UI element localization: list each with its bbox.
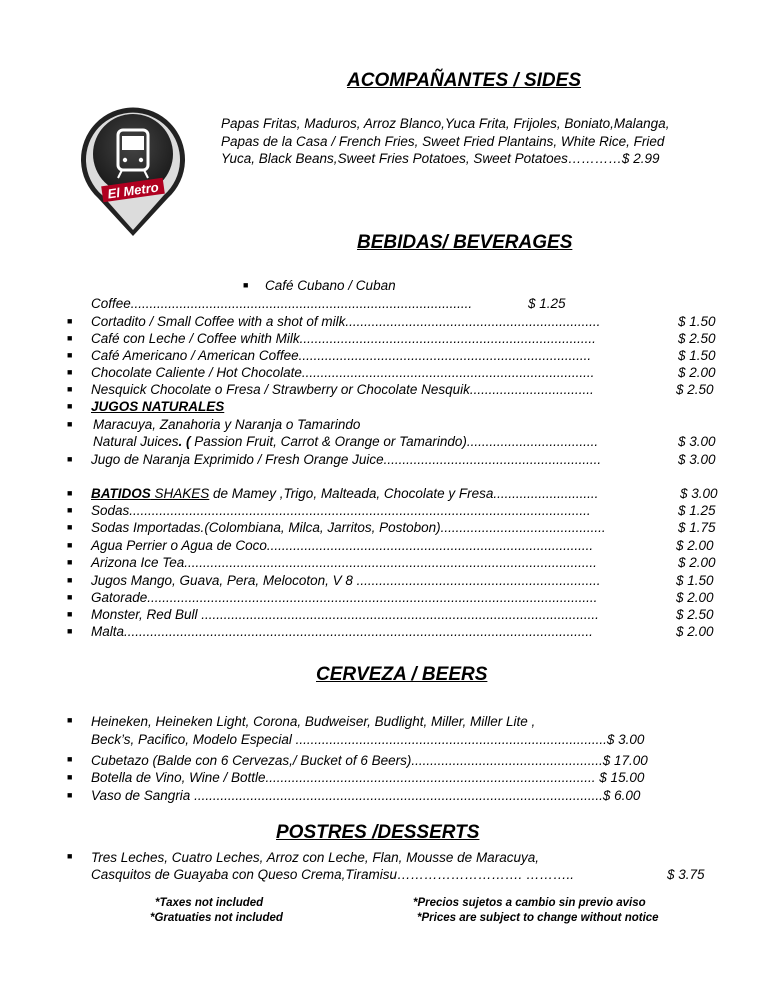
bullet: ■ [67, 592, 73, 602]
sangria-line: Vaso de Sangria .............................................................................................................$ 6.00 [91, 788, 641, 803]
menu-item: Gatorade........................................................................................................................ [91, 590, 598, 605]
beers-line-1: Heineken, Heineken Light, Corona, Budweiser, Budlight, Miller, Miller Lite , [91, 714, 536, 729]
bullet: ■ [67, 626, 73, 636]
logo-text: El Metro [106, 179, 160, 202]
menu-item-price: $ 3.00 [678, 452, 716, 467]
menu-item: Jugo de Naranja Exprimido / Fresh Orange Juice.......................................................... [91, 452, 602, 467]
bullet: ■ [67, 557, 73, 567]
desserts-heading: POSTRES /DESSERTS [276, 822, 480, 843]
desserts-line-1: Tres Leches, Cuatro Leches, Arroz con Leche, Flan, Mousse de Maracuya, [91, 850, 539, 865]
jugos-line-1: Maracuya, Zanahoria y Naranja o Tamarindo [93, 417, 361, 432]
taxes-note: *Taxes not included [155, 897, 264, 909]
batidos-line: BATIDOS SHAKES de Mamey ,Trigo, Malteada, Chocolate y Fresa............................ [91, 486, 599, 501]
menu-item-price: $ 2.50 [676, 382, 714, 397]
menu-item-price: $ 2.00 [678, 555, 716, 570]
bullet: ■ [67, 540, 73, 550]
cubetazo-line: Cubetazo (Balde con 6 Cervezas,/ Bucket of 6 Beers)...................................................$ 17.00 [91, 753, 648, 768]
desserts-line-2: Casquitos de Guayaba con Queso Crema,Tiramisu………………………. ……….. [91, 867, 575, 882]
bullet: ■ [67, 384, 73, 394]
bullet: ■ [67, 454, 73, 464]
jugos-price: $ 3.00 [678, 434, 716, 449]
jugos-line-2: Natural Juices. ( Passion Fruit, Carrot & Orange or Tamarindo)................................... [93, 434, 599, 449]
metro-pin-icon [78, 98, 188, 238]
desserts-price: $ 3.75 [667, 867, 705, 882]
bullet: ■ [67, 851, 73, 861]
menu-item-price: $ 1.75 [678, 520, 716, 535]
batidos-price: $ 3.00 [680, 486, 718, 501]
menu-item-price: $ 1.25 [678, 503, 716, 518]
menu-item: Malta............................................................................................................................. [91, 624, 593, 639]
menu-item: Agua Perrier o Agua de Coco....................................................................................... [91, 538, 594, 553]
bullet: ■ [67, 401, 73, 411]
menu-item: Cortadito / Small Coffee with a shot of milk.................................................................... [91, 314, 601, 329]
prices-note: *Prices are subject to change without notice [417, 912, 659, 924]
menu-item: Monster, Red Bull .......................................................................................................... [91, 607, 599, 622]
menu-item: Arizona Ice Tea.............................................................................................................. [91, 555, 597, 570]
vino-line: Botella de Vino, Wine / Bottle........................................................................................ $ 15.00 [91, 770, 645, 785]
menu-item: Café con Leche / Coffee whith Milk............................................................................... [91, 331, 596, 346]
sides-heading: ACOMPAÑANTES / SIDES [347, 70, 582, 91]
menu-item-price: $ 1.50 [678, 314, 716, 329]
bullet: ■ [67, 419, 73, 429]
menu-item-price: $ 2.50 [678, 331, 716, 346]
precios-note: *Precios sujetos a cambio sin previo aviso [413, 897, 646, 909]
sides-line-1: Papas Fritas, Maduros, Arroz Blanco,Yuca Frita, Frijoles, Boniato,Malanga, [221, 116, 670, 131]
menu-item: Nesquick Chocolate o Fresa / Strawberry or Chocolate Nesquik................................. [91, 382, 594, 397]
bullet: ■ [67, 350, 73, 360]
menu-item-price: $ 1.50 [678, 348, 716, 363]
gratuities-note: *Gratuaties not included [150, 912, 283, 924]
bullet: ■ [67, 609, 73, 619]
bullet: ■ [67, 505, 73, 515]
menu-item: Sodas Importadas.(Colombiana, Milca, Jarritos, Postobon)............................................ [91, 520, 606, 535]
menu-item: Chocolate Caliente / Hot Chocolate.............................................................................. [91, 365, 595, 380]
menu-item-price: $ 2.00 [678, 365, 716, 380]
menu-item-price: $ 2.00 [676, 624, 714, 639]
el-metro-logo [78, 98, 188, 238]
bullet: ■ [67, 772, 73, 782]
beers-heading: CERVEZA / BEERS [316, 664, 488, 685]
sides-line-3: Yuca, Black Beans,Sweet Fries Potatoes, Sweet Potatoes…………$ 2.99 [221, 151, 660, 166]
sides-line-2: Papas de la Casa / French Fries, Sweet Fried Plantains, White Rice, Fried [221, 134, 665, 149]
menu-item-price: $ 2.00 [676, 590, 714, 605]
bullet: ■ [243, 280, 249, 290]
bullet: ■ [67, 715, 73, 725]
menu-item-price: $ 2.00 [676, 538, 714, 553]
menu-item-price: $ 2.50 [676, 607, 714, 622]
bullet: ■ [67, 575, 73, 585]
jugos-heading: JUGOS NATURALES [91, 399, 225, 414]
bullet: ■ [67, 367, 73, 377]
menu-item: Sodas........................................................................................................................... [91, 503, 591, 518]
beers-line-2: Beck’s, Pacifico, Modelo Especial ...................................................................................$ 3.00 [91, 732, 645, 747]
cafe-cubano-line-1: Café Cubano / Cuban [265, 278, 396, 293]
menu-item: Café Americano / American Coffee.............................................................................. [91, 348, 592, 363]
bullet: ■ [67, 333, 73, 343]
cafe-cubano-line-2: Coffee........................................................................................... [91, 296, 473, 311]
cafe-cubano-price: $ 1.25 [528, 296, 566, 311]
menu-item-price: $ 1.50 [676, 573, 714, 588]
beverages-heading: BEBIDAS/ BEVERAGES [357, 232, 573, 253]
bullet: ■ [67, 522, 73, 532]
bullet: ■ [67, 754, 73, 764]
menu-item: Jugos Mango, Guava, Pera, Melocoton, V 8 ................................................................. [91, 573, 601, 588]
bullet: ■ [67, 316, 73, 326]
bullet: ■ [67, 790, 73, 800]
bullet: ■ [67, 488, 73, 498]
